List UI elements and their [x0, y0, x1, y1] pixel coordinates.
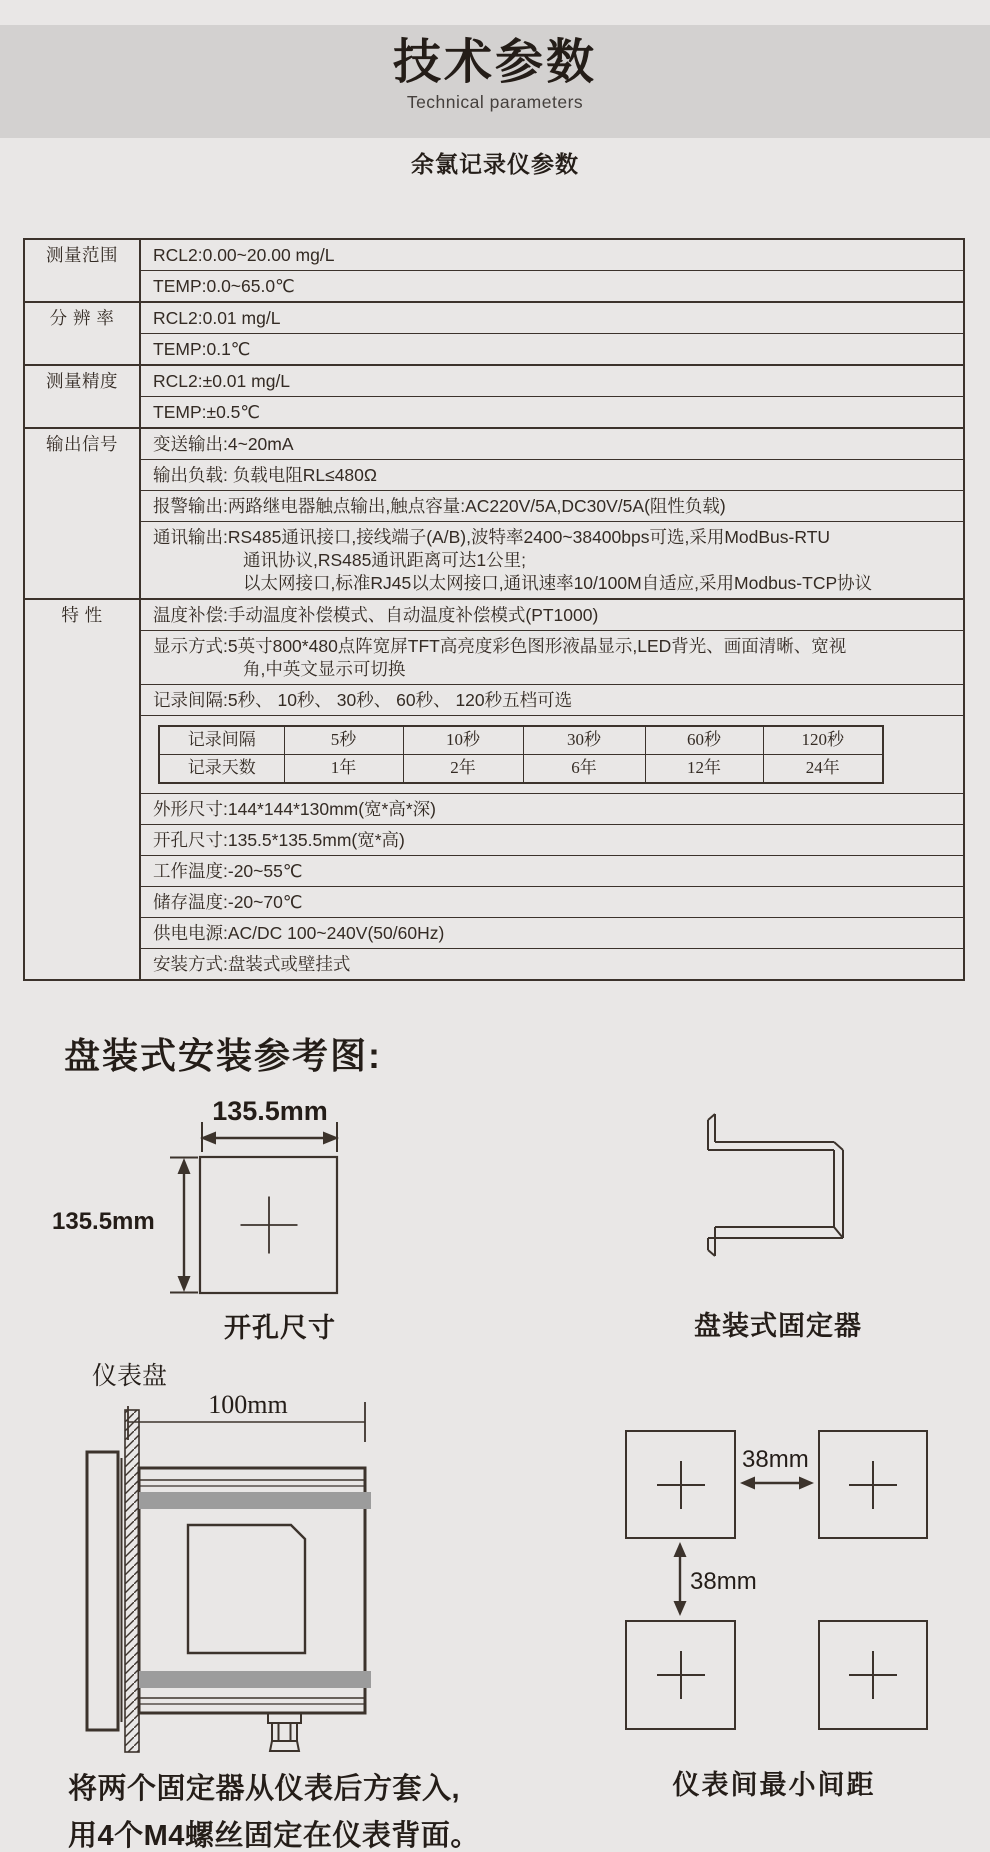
spec-group-label: 测量范围 — [24, 239, 140, 302]
cutout-width-dim-label: 135.5mm — [212, 1096, 328, 1126]
panel-depth-dim-label: 100mm — [208, 1390, 288, 1419]
record-interval-row — [159, 726, 883, 755]
spec-cell — [140, 716, 964, 794]
spec-table-body — [24, 239, 964, 980]
spec-cell — [140, 365, 964, 397]
fixer-bracket — [708, 1114, 843, 1256]
arrowhead-up — [178, 1158, 191, 1174]
spec-row — [24, 856, 964, 887]
install-note-line2: 用4个M4螺丝固定在仪表背面。 — [68, 1820, 480, 1852]
spec-cell-line: 角,中英文显示可切换 — [243, 658, 406, 679]
spec-cell — [140, 334, 964, 366]
cutout-caption: 开孔尺寸 — [224, 1313, 336, 1343]
spec-cell-line: 温度补偿:手动温度补偿模式、自动温度补偿模式(PT1000) — [153, 604, 599, 625]
spec-cell-line: 记录间隔:5秒、 10秒、 30秒、 60秒、 120秒五档可选 — [153, 689, 573, 710]
cutout-height-dim-label: 135.5mm — [52, 1208, 155, 1235]
spec-cell — [140, 887, 964, 918]
record-interval-cell: 2年 — [403, 754, 523, 783]
record-interval-row — [159, 754, 883, 783]
record-interval-cell: 30秒 — [523, 726, 645, 755]
install-note — [68, 1766, 480, 1852]
arrowhead-right — [799, 1477, 814, 1490]
spec-row — [24, 271, 964, 303]
spec-group-label: 分 辨 率 — [24, 302, 140, 365]
spec-cell — [140, 856, 964, 887]
spec-cell — [140, 599, 964, 631]
install-section-title: 盘装式安装参考图: — [64, 1035, 382, 1076]
spec-row — [24, 599, 964, 631]
arrowhead-down — [178, 1276, 191, 1292]
spec-cell-line: TEMP:0.1℃ — [153, 338, 251, 359]
spec-cell-line: 以太网接口,标准RJ45以太网接口,通讯速率10/100M自适应,采用Modbus-TCP协议 — [243, 572, 873, 593]
spacing-h-dim-label: 38mm — [742, 1446, 809, 1473]
spec-cell — [140, 949, 964, 981]
spec-row — [24, 239, 964, 271]
spec-cell-line: 安装方式:盘装式或壁挂式 — [153, 953, 351, 974]
arrowhead-left — [740, 1477, 755, 1490]
record-interval-cell: 10秒 — [403, 726, 523, 755]
spec-cell-line: RCL2:0.00~20.00 mg/L — [153, 244, 335, 265]
spacing-square-bl — [625, 1620, 736, 1730]
spec-cell-line: 显示方式:5英寸800*480点阵宽屏TFT高亮度彩色图形液晶显示,LED背光、画面清晰、宽视 — [153, 635, 847, 656]
spec-row — [24, 397, 964, 429]
spec-cell-line: 报警输出:两路继电器触点输出,触点容量:AC220V/5A,DC30V/5A(阻性负载) — [153, 495, 726, 516]
cross-mark-v — [872, 1651, 874, 1699]
spec-row — [24, 365, 964, 397]
spec-cell-line: RCL2:±0.01 mg/L — [153, 370, 291, 391]
spec-cell-line: TEMP:0.0~65.0℃ — [153, 275, 295, 296]
spec-group-label: 输出信号 — [24, 428, 140, 599]
spec-cell-line: 外形尺寸:144*144*130mm(宽*高*深) — [153, 798, 437, 819]
section-title: 余氯记录仪参数 — [411, 151, 579, 177]
mount-rail-bottom — [139, 1671, 371, 1688]
spec-cell-line: 开孔尺寸:135.5*135.5mm(宽*高) — [153, 829, 405, 850]
spec-cell — [140, 825, 964, 856]
record-interval-cell: 1年 — [284, 754, 403, 783]
spec-cell — [140, 794, 964, 825]
record-interval-cell: 记录天数 — [159, 754, 284, 783]
cutout-diagram — [40, 1085, 350, 1310]
spec-row — [24, 716, 964, 794]
spec-row — [24, 949, 964, 981]
install-note-line1: 将两个固定器从仪表后方套入, — [68, 1773, 461, 1805]
spec-cell-line: 输出负载: 负载电阻RL≤480Ω — [153, 464, 377, 485]
spec-row — [24, 631, 964, 685]
header-band — [0, 25, 990, 138]
spec-cell-line: 变送输出:4~20mA — [153, 433, 294, 454]
spec-cell — [140, 631, 964, 685]
spec-cell-line: 工作温度:-20~55℃ — [153, 860, 303, 881]
display-window — [188, 1525, 305, 1653]
spacing-square-br — [818, 1620, 928, 1730]
record-interval-cell: 6年 — [523, 754, 645, 783]
spec-cell — [140, 239, 964, 271]
record-interval-cell: 120秒 — [763, 726, 883, 755]
spec-row — [24, 460, 964, 491]
spec-row — [24, 428, 964, 460]
spec-row — [24, 685, 964, 716]
spacing-caption: 仪表间最小间距 — [672, 1770, 876, 1800]
spec-row — [24, 522, 964, 600]
spec-table — [23, 238, 965, 981]
spec-cell — [140, 428, 964, 460]
cross-mark-v — [680, 1651, 682, 1699]
spec-cell — [140, 460, 964, 491]
panel-side-view-diagram — [80, 1350, 400, 1760]
record-interval-cell: 12年 — [645, 754, 763, 783]
spec-cell-line: 储存温度:-20~70℃ — [153, 891, 303, 912]
spec-cell — [140, 522, 964, 600]
spec-row — [24, 825, 964, 856]
arrowhead-up — [674, 1542, 687, 1557]
spec-group-label: 特 性 — [24, 599, 140, 980]
spec-cell — [140, 271, 964, 303]
record-interval-cell: 记录间隔 — [159, 726, 284, 755]
spec-cell — [140, 302, 964, 334]
cross-mark-v — [872, 1461, 874, 1509]
spec-cell — [140, 918, 964, 949]
page-subtitle: Technical parameters — [406, 92, 584, 112]
fixer-caption: 盘装式固定器 — [694, 1311, 862, 1341]
spec-group-label: 测量精度 — [24, 365, 140, 428]
spec-row — [24, 918, 964, 949]
spec-cell — [140, 685, 964, 716]
spec-cell — [140, 397, 964, 429]
spec-cell-line: RCL2:0.01 mg/L — [153, 307, 281, 328]
spec-cell-line: 通讯协议,RS485通讯距离可达1公里; — [243, 549, 526, 570]
spec-row — [24, 334, 964, 366]
record-interval-cell: 5秒 — [284, 726, 403, 755]
arrowhead-down — [674, 1601, 687, 1616]
spec-row — [24, 887, 964, 918]
cable-gland — [268, 1713, 301, 1751]
spacing-v-dim-label: 38mm — [690, 1568, 757, 1595]
spacing-arrows — [620, 1440, 860, 1625]
spec-cell-line: TEMP:±0.5℃ — [153, 401, 261, 422]
panel-wall-hatched — [125, 1410, 139, 1752]
spec-row — [24, 302, 964, 334]
fixer-side-profile — [87, 1452, 118, 1730]
spec-row — [24, 794, 964, 825]
spec-row — [24, 491, 964, 522]
record-interval-cell: 60秒 — [645, 726, 763, 755]
page-title: 技术参数 — [392, 36, 597, 89]
spec-cell — [140, 491, 964, 522]
record-interval-table — [158, 725, 884, 784]
mount-rail-top — [139, 1492, 371, 1509]
spec-cell-line: 供电电源:AC/DC 100~240V(50/60Hz) — [153, 922, 445, 943]
fixer-diagram — [698, 1103, 858, 1268]
panel-label: 仪表盘 — [92, 1363, 168, 1390]
record-interval-cell: 24年 — [763, 754, 883, 783]
spec-cell-line: 通讯输出:RS485通讯接口,接线端子(A/B),波特率2400~38400bps可选,采用ModBus-RTU — [153, 526, 831, 547]
